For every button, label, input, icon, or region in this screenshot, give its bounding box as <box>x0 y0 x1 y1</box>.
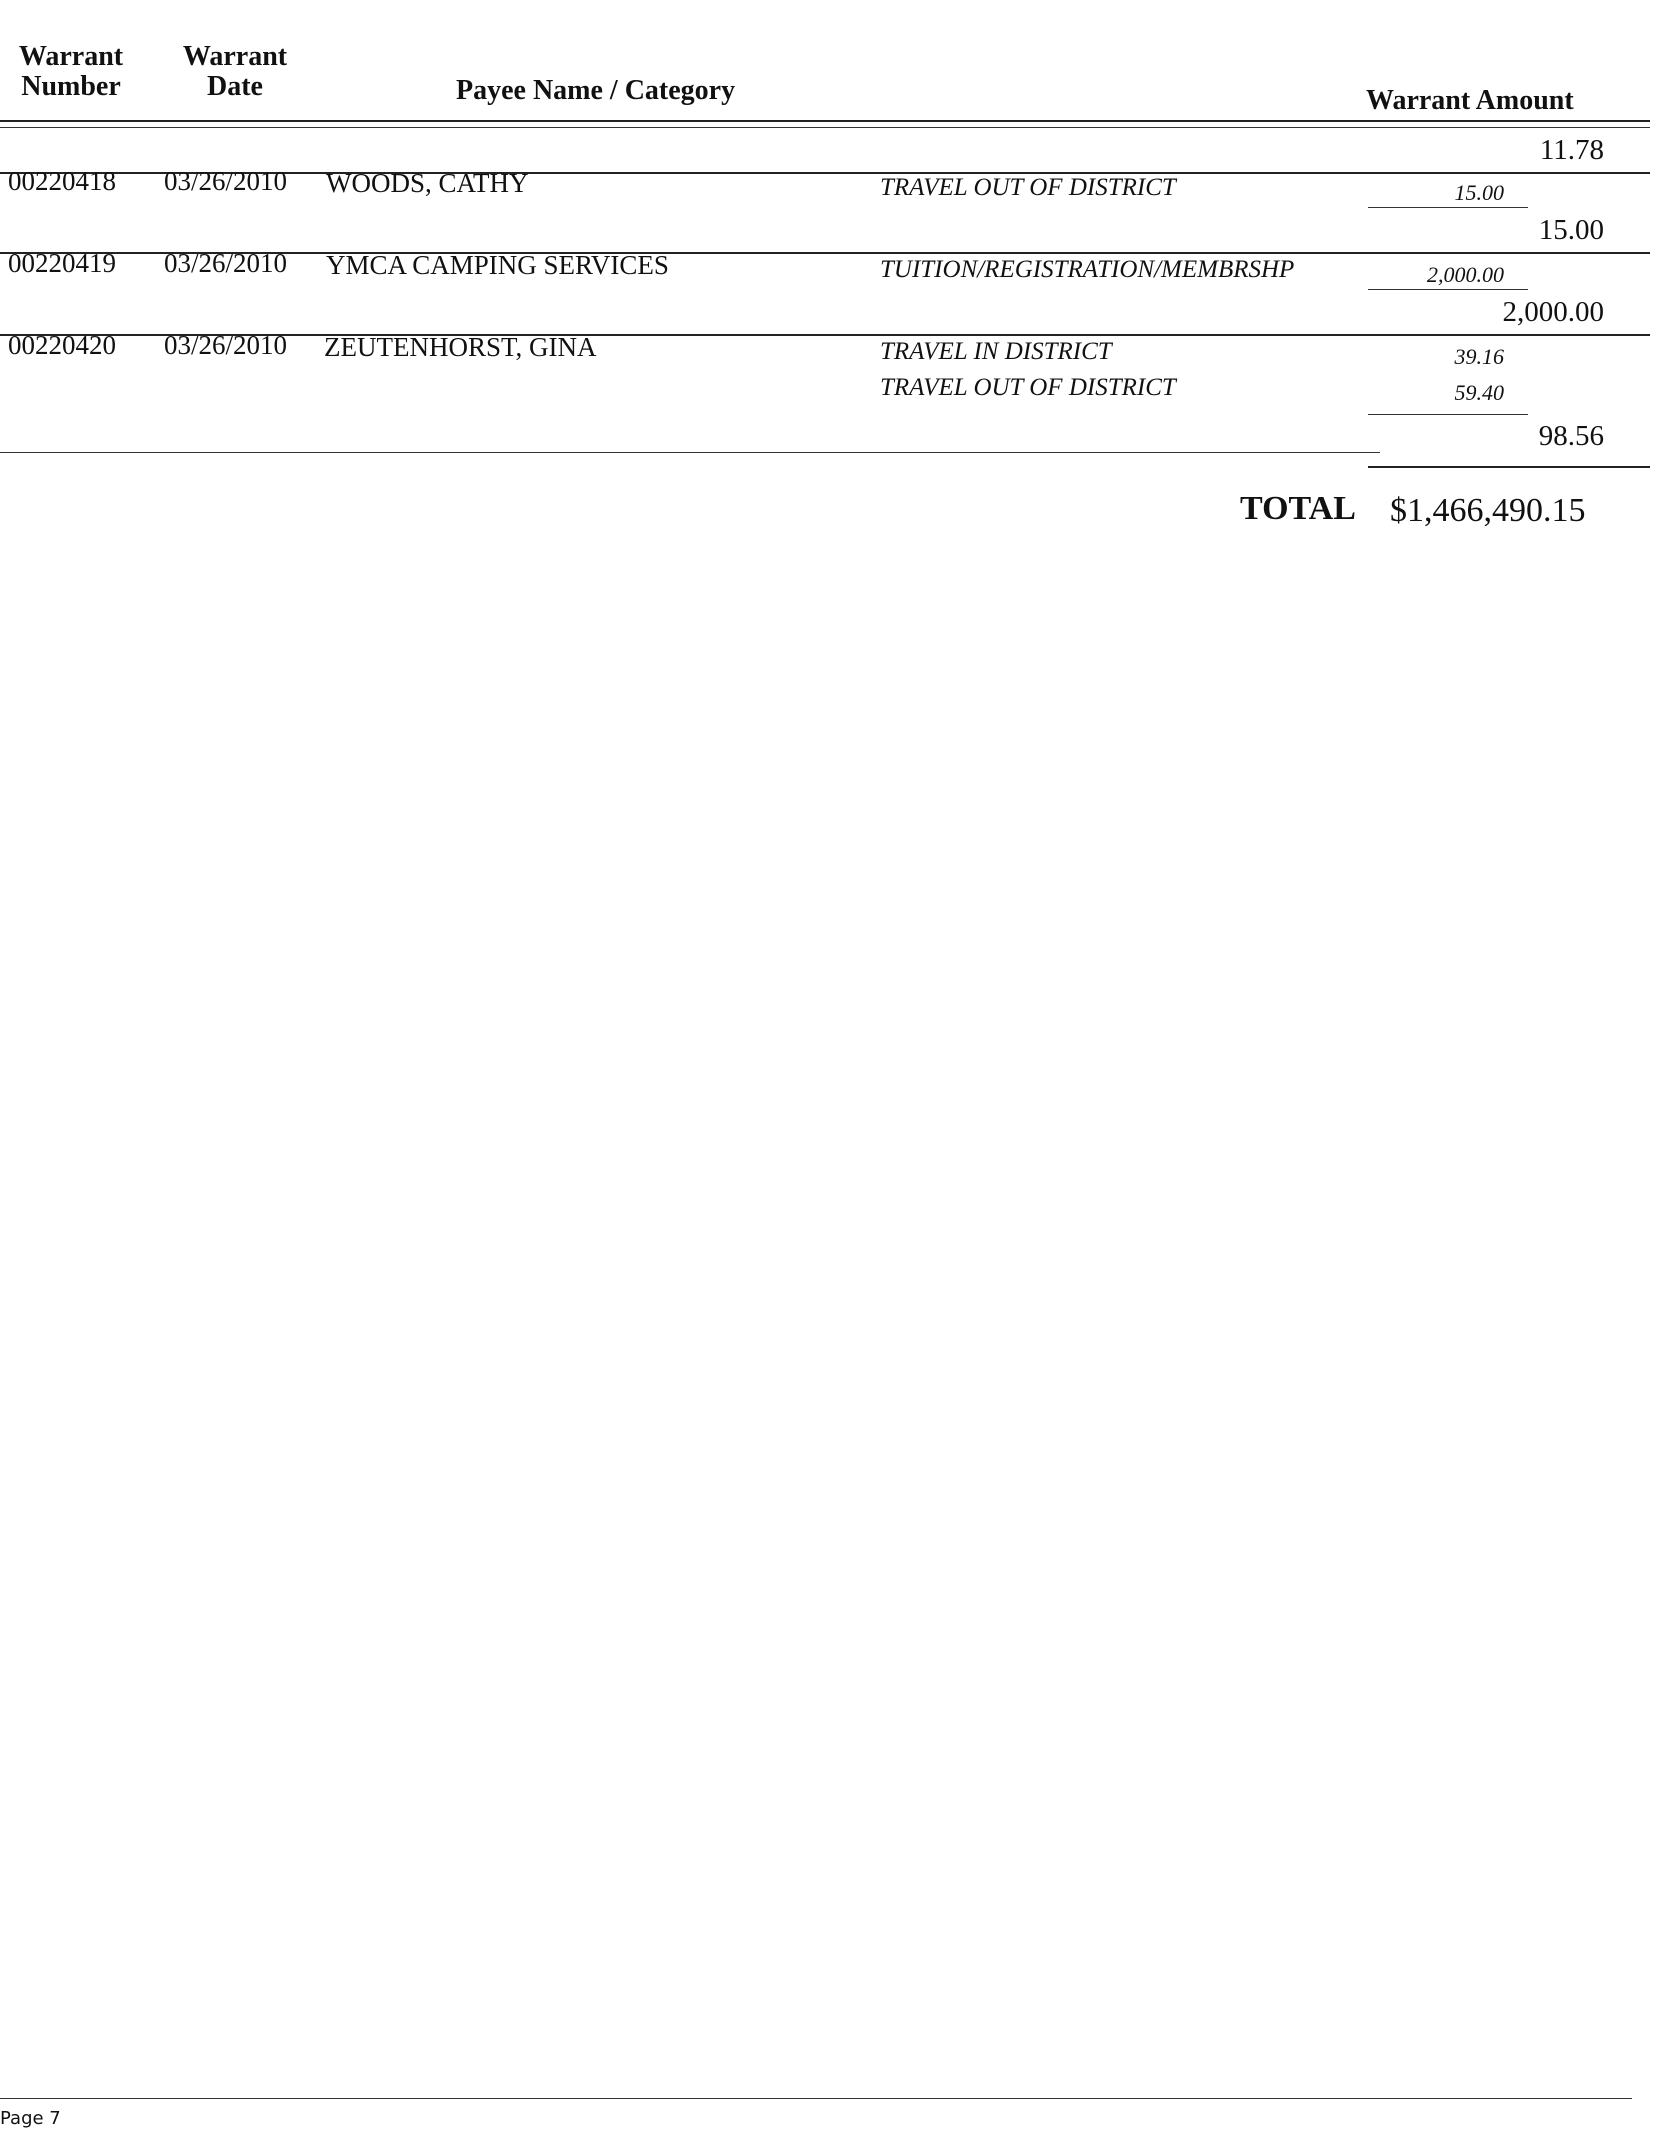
category-amount: 59.40 <box>1454 380 1504 405</box>
carryover-subtotal: 11.78 <box>1539 134 1604 166</box>
header-payee: Payee Name / Category <box>456 75 736 106</box>
header-amount: Warrant Amount <box>1366 85 1574 116</box>
header-rule <box>0 120 1650 122</box>
header-rule-double <box>0 127 1650 128</box>
category-amount: 39.16 <box>1454 344 1504 369</box>
payee-name: YMCA CAMPING SERVICES <box>326 250 669 280</box>
payee-name: ZEUTENHORST, GINA <box>324 332 597 362</box>
header-warrant-number <box>6 42 136 102</box>
warrant-number: 00220420 <box>8 330 116 360</box>
header-warrant-number-line1: Warrant <box>18 41 124 72</box>
category: TRAVEL OUT OF DISTRICT <box>880 174 1176 201</box>
warrant-number: 00220418 <box>8 166 116 196</box>
subtotal-rule <box>1368 414 1528 415</box>
category-amount: 2,000.00 <box>1427 262 1504 287</box>
total-rule <box>1368 466 1650 468</box>
warrant-subtotal: 98.56 <box>1538 420 1604 452</box>
warrant-date: 03/26/2010 <box>164 248 288 278</box>
category: TRAVEL OUT OF DISTRICT <box>880 374 1176 401</box>
footer-rule <box>0 2098 1632 2099</box>
warrant-number: 00220419 <box>8 248 116 278</box>
category: TUITION/REGISTRATION/MEMBRSHP <box>880 256 1295 283</box>
payee-name: WOODS, CATHY <box>326 168 529 198</box>
header-warrant-date-line2: Date <box>207 71 263 102</box>
category: TRAVEL IN DISTRICT <box>880 338 1112 365</box>
warrant-subtotal: 15.00 <box>1538 214 1604 246</box>
total-label: TOTAL <box>1240 490 1356 527</box>
subtotal-rule <box>1368 207 1528 208</box>
page-number: Page 7 <box>0 2108 61 2129</box>
warrant-date: 03/26/2010 <box>164 330 288 360</box>
category-amount: 15.00 <box>1454 180 1504 205</box>
header-warrant-date <box>170 42 300 102</box>
subtotal-rule <box>1368 289 1528 290</box>
header-warrant-date-line1: Warrant <box>182 41 288 72</box>
warrant-subtotal: 2,000.00 <box>1502 296 1604 328</box>
warrant-date: 03/26/2010 <box>164 166 288 196</box>
row-separator <box>0 452 1380 453</box>
header-warrant-number-line2: Number <box>21 71 121 102</box>
total-value: $1,466,490.15 <box>1390 492 1586 529</box>
